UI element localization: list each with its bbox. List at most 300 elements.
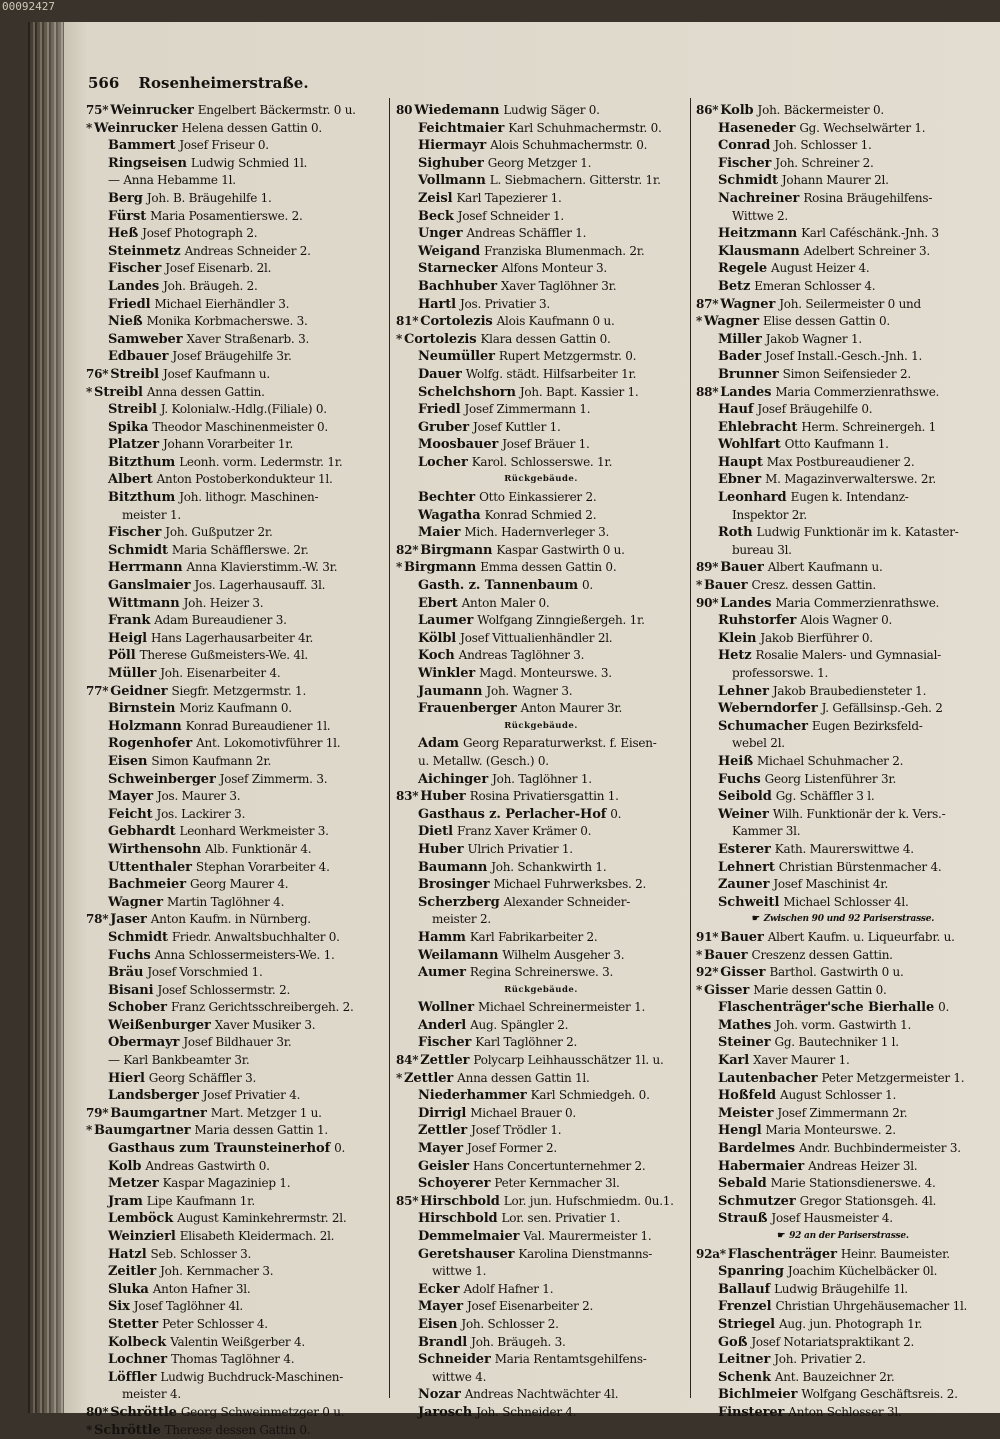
- street-title: Rosenheimerstraße.: [138, 74, 309, 92]
- directory-entry: [696, 612, 990, 630]
- resident-details: Joh. Gußputzer 2r.: [165, 525, 273, 540]
- resident-name: Jram: [108, 1193, 143, 1209]
- resident-details: Anna Klavierstimm.-W. 3r.: [186, 560, 338, 575]
- resident-name: Vollmann: [418, 173, 486, 189]
- directory-entry: [396, 120, 686, 138]
- directory-entry: [396, 788, 686, 806]
- resident-details: Maria dessen Gattin 1.: [194, 1123, 328, 1138]
- resident-details: Andreas Heizer 3l.: [808, 1158, 918, 1173]
- resident-details: August Kaminkehrermstr. 2l.: [177, 1211, 347, 1226]
- house-number: 87*: [696, 296, 719, 311]
- directory-entry: [696, 788, 990, 806]
- resident-name: Schenk: [718, 1369, 771, 1385]
- resident-name: Geisler: [418, 1158, 469, 1174]
- resident-name: Streibl: [94, 384, 143, 400]
- resident-name: Kolb: [108, 1158, 142, 1174]
- resident-name: Bitzthum: [108, 454, 176, 470]
- resident-details: Joh. Schreiner 2.: [775, 155, 874, 170]
- resident-name: Koch: [418, 648, 455, 664]
- directory-entry: [396, 683, 686, 701]
- resident-details: Jakob Braubediensteter 1.: [772, 683, 927, 698]
- resident-details: Josef Zimmermann 2r.: [777, 1105, 908, 1120]
- resident-name: Fuchs: [718, 771, 761, 787]
- house-number: 85*: [396, 1193, 419, 1208]
- resident-details: Joh. Bapt. Kassier 1.: [519, 384, 639, 399]
- resident-name: Weinrucker: [94, 120, 178, 136]
- directory-entry: [86, 859, 386, 877]
- resident-details: Josef Schlossermstr. 2.: [157, 982, 291, 997]
- resident-name: Birgmann: [420, 542, 493, 558]
- resident-name: Eisen: [108, 753, 148, 769]
- directory-entry: [86, 683, 386, 701]
- resident-details: Franziska Blumenmach. 2r.: [484, 243, 645, 258]
- resident-name: Lehner: [718, 683, 769, 699]
- resident-name: Steiner: [718, 1035, 771, 1051]
- resident-details: Xaver Straßenarb. 3.: [186, 331, 310, 346]
- resident-details: Michael Schlosser 4l.: [783, 894, 909, 909]
- resident-details: Eugen Bezirksfeld-: [811, 718, 923, 733]
- directory-entry: [396, 1122, 686, 1140]
- resident-details: Andr. Buchbindermeister 3.: [799, 1141, 961, 1156]
- resident-details: Christian Uhrgehäusemacher 1l.: [775, 1299, 968, 1314]
- continuation-line: meister 4.: [122, 1387, 181, 1402]
- resident-name: Fischer: [718, 155, 772, 171]
- resident-name: Cortolezis: [404, 331, 477, 347]
- resident-name: Gasth. z. Tannenbaum: [418, 578, 578, 594]
- resident-details: Joh. Taglöhner 1.: [492, 771, 592, 786]
- resident-name: Nozar: [418, 1387, 461, 1403]
- directory-entry: [86, 1193, 386, 1211]
- directory-entry: [86, 735, 386, 753]
- resident-name: Winkler: [418, 666, 476, 681]
- continuation-line: meister 1.: [122, 507, 181, 522]
- directory-entry: [696, 1386, 990, 1404]
- resident-details: Rosina Bräugehilfens-: [803, 190, 933, 205]
- resident-details: Josef Eisenarb. 2l.: [165, 261, 272, 276]
- directory-entry: [696, 172, 990, 190]
- resident-name: Hengl: [718, 1123, 762, 1139]
- resident-details: Rosalie Malers- und Gymnasial-: [755, 648, 941, 663]
- resident-details: Leonh. vorm. Ledermstr. 1r.: [179, 454, 343, 469]
- directory-entry: [696, 348, 990, 366]
- resident-details: Franz Xaver Krämer 0.: [456, 824, 592, 839]
- resident-details: Andreas Taglöhner 3.: [458, 648, 585, 663]
- resident-details: Maria Posamentierswe. 2.: [150, 208, 303, 223]
- directory-entry: [696, 859, 990, 877]
- resident-name: Gruber: [418, 419, 470, 435]
- resident-name: Roth: [718, 525, 753, 541]
- resident-name: Wollner: [418, 1000, 474, 1016]
- resident-name: Platzer: [108, 437, 159, 453]
- resident-name: Six: [108, 1299, 130, 1315]
- resident-details: Xaver Maurer 1.: [753, 1053, 850, 1068]
- resident-details: Friedr. Anwaltsbuchhalter 0.: [171, 929, 340, 944]
- resident-name: Brosinger: [418, 877, 490, 893]
- resident-details: Aug. Spängler 2.: [470, 1017, 569, 1032]
- resident-details: Maria Rentamtsgehilfens-: [494, 1352, 647, 1367]
- resident-details: Maria Commerzienrathswe.: [775, 595, 940, 610]
- continuation-line: u. Metallw. (Gesch.) 0.: [418, 753, 549, 768]
- resident-details: Regina Schreinerswe. 3.: [469, 965, 614, 980]
- resident-details: Albert Kaufm. u. Liqueurfabr. u.: [767, 929, 955, 944]
- resident-name: Gasthaus zum Traunsteinerhof: [108, 1141, 331, 1157]
- resident-details: Jakob Wagner 1.: [765, 331, 862, 346]
- resident-details: Alexander Schneider-: [503, 894, 631, 909]
- house-number: 90*: [696, 595, 719, 610]
- directory-entry: [696, 489, 990, 507]
- resident-details: Georg Reparaturwerkst. f. Eisen-: [462, 736, 657, 751]
- directory-entry: [86, 313, 386, 331]
- resident-details: Hans Lagerhausarbeiter 4r.: [151, 630, 314, 645]
- directory-entry: [86, 1105, 386, 1123]
- resident-name: Adam: [418, 736, 459, 752]
- directory-entry: [696, 120, 990, 138]
- directory-entry: [396, 630, 686, 648]
- resident-details: Xaver Musiker 3.: [214, 1017, 316, 1032]
- resident-details: Peter Metzgermeister 1.: [821, 1070, 965, 1085]
- directory-entry: [696, 331, 990, 349]
- resident-name: Huber: [418, 841, 464, 857]
- street-note: [696, 1228, 990, 1246]
- resident-details: Gg. Schäffler 3 l.: [775, 789, 875, 804]
- directory-entry: [396, 1281, 686, 1299]
- resident-details: August Schlosser 1.: [780, 1088, 897, 1103]
- resident-name: Edbauer: [108, 349, 169, 365]
- resident-name: Gasthaus z. Perlacher-Hof: [418, 806, 607, 822]
- directory-entry: [396, 1334, 686, 1352]
- directory-entry: [86, 366, 386, 384]
- directory-entry: [86, 1422, 386, 1439]
- resident-name: Hartl: [418, 296, 456, 312]
- resident-name: Bisani: [108, 982, 154, 998]
- resident-name: Miller: [718, 331, 762, 347]
- directory-entry: [696, 718, 990, 736]
- directory-entry: [396, 665, 686, 683]
- resident-details: Gg. Bautechniker 1 l.: [774, 1035, 899, 1050]
- resident-name: Haseneder: [718, 120, 796, 136]
- resident-details: Jos. Maurer 3.: [157, 789, 241, 804]
- resident-name: Lemböck: [108, 1211, 174, 1227]
- resident-details: Gg. Wechselwärter 1.: [799, 120, 926, 135]
- resident-name: Flaschenträger: [727, 1246, 837, 1262]
- resident-name: Mayer: [418, 1299, 463, 1315]
- directory-entry: [396, 947, 686, 965]
- resident-name: Unger: [418, 226, 463, 242]
- resident-name: Niederhammer: [418, 1088, 527, 1104]
- continuation-line: — Karl Bankbeamter 3r.: [108, 1053, 250, 1068]
- resident-details: Joh. Wagner 3.: [486, 683, 573, 698]
- resident-name: Goß: [718, 1334, 748, 1350]
- directory-entry: [696, 1175, 990, 1193]
- resident-details: Joh. Bäckermeister 0.: [757, 103, 884, 117]
- resident-name: Dietl: [418, 824, 453, 840]
- resident-details: Josef Friseur 0.: [179, 138, 269, 153]
- resident-details: Herm. Schreinergeh. 1: [801, 419, 937, 434]
- directory-entry: [86, 436, 386, 454]
- directory-entry: [86, 1158, 386, 1176]
- resident-details: Mart. Metzger 1 u.: [210, 1105, 322, 1120]
- resident-details: Peter Kernmacher 3l.: [494, 1176, 620, 1191]
- resident-name: Lautenbacher: [718, 1070, 818, 1086]
- resident-details: 0.: [334, 1141, 346, 1156]
- directory-entry: [696, 419, 990, 437]
- directory-entry: [396, 806, 686, 824]
- directory-entry: [86, 260, 386, 278]
- resident-name: Bechter: [418, 490, 476, 506]
- directory-entry: [696, 1298, 990, 1316]
- resident-details: Lipe Kaufmann 1r.: [146, 1193, 255, 1208]
- resident-details: Jos. Lagerhausauff. 3l.: [194, 578, 326, 593]
- directory-entry: [696, 841, 990, 859]
- resident-details: J. Kolonialw.-Hdlg.(Filiale) 0.: [160, 402, 327, 417]
- resident-name: Hirschbold: [420, 1193, 500, 1209]
- directory-entry: [396, 929, 686, 947]
- resident-name: Landes: [720, 384, 772, 400]
- resident-details: Josef Vorschmied 1.: [147, 965, 263, 980]
- resident-name: Albert: [108, 472, 153, 488]
- directory-entry: [86, 1034, 386, 1052]
- resident-details: Michael Brauer 0.: [470, 1105, 576, 1120]
- resident-details: Maria Monteurswe. 2.: [765, 1123, 896, 1138]
- directory-entry: [86, 296, 386, 314]
- directory-entry: [696, 806, 990, 824]
- resident-details: Karl Schuhmachermstr. 0.: [508, 120, 662, 135]
- resident-details: Andreas Nachtwächter 4l.: [464, 1387, 619, 1402]
- resident-details: Otto Kaufmann 1.: [784, 437, 889, 452]
- directory-entry: [696, 683, 990, 701]
- scan-id-stamp: 00092427: [2, 0, 55, 13]
- resident-name: Zeisl: [418, 190, 453, 206]
- resident-name: Wittmann: [108, 595, 180, 611]
- resident-name: Schröttle: [110, 1404, 177, 1420]
- resident-name: Birnstein: [108, 701, 176, 717]
- resident-details: Josef Bildhauer 3r.: [183, 1035, 292, 1050]
- resident-name: Uttenthaler: [108, 859, 192, 875]
- resident-details: Alois Kaufmann 0 u.: [496, 314, 615, 329]
- directory-entry: [396, 1298, 686, 1316]
- column-3: [696, 102, 990, 1422]
- resident-details: Josef Former 2.: [467, 1141, 557, 1156]
- directory-entry: [86, 876, 386, 894]
- directory-entry: [86, 1175, 386, 1193]
- house-number: *: [396, 1070, 403, 1085]
- directory-entry: [696, 401, 990, 419]
- directory-entry: [86, 841, 386, 859]
- resident-name: Zauner: [718, 877, 770, 893]
- resident-name: Heiß: [718, 753, 753, 769]
- directory-entry: [86, 243, 386, 261]
- directory-entry: [86, 1334, 386, 1352]
- resident-details: Johann Vorarbeiter 1r.: [162, 437, 294, 452]
- directory-entry: [696, 1052, 990, 1070]
- resident-details: Karl Schmiedgeh. 0.: [530, 1088, 650, 1103]
- resident-name: Sluka: [108, 1281, 149, 1297]
- resident-details: Creszenz dessen Gattin.: [751, 947, 893, 962]
- column-1: [86, 102, 386, 1439]
- directory-entry: [86, 612, 386, 630]
- resident-details: Karol. Schlosserswe. 1r.: [471, 454, 613, 469]
- resident-name: Schoyerer: [418, 1176, 491, 1192]
- resident-name: Haupt: [718, 454, 763, 470]
- resident-name: Schweitl: [718, 894, 780, 910]
- resident-name: Weiner: [718, 806, 769, 822]
- resident-details: Jos. Privatier 3.: [460, 296, 550, 311]
- resident-details: Maria Commerzienrathswe.: [775, 384, 940, 399]
- resident-details: Josef Trödler 1.: [471, 1123, 562, 1138]
- resident-details: Adolf Hafner 1.: [463, 1281, 554, 1296]
- directory-entry: [696, 929, 990, 947]
- resident-name: Bammert: [108, 138, 176, 154]
- directory-entry: [396, 348, 686, 366]
- resident-name: Zettler: [404, 1070, 454, 1086]
- continuation-line: professorswe. 1.: [732, 666, 829, 680]
- resident-name: Demmelmaier: [418, 1229, 520, 1244]
- resident-name: Gebhardt: [108, 824, 176, 840]
- directory-entry: [696, 1369, 990, 1387]
- resident-details: Kaspar Gastwirth 0 u.: [496, 542, 625, 557]
- resident-details: Ludwig Bräugehilfe 1l.: [774, 1281, 908, 1296]
- directory-entry: [696, 1263, 990, 1281]
- resident-name: Leitner: [718, 1352, 771, 1368]
- resident-name: Schelchshorn: [418, 384, 516, 400]
- resident-details: Josef Zimmermann 1.: [464, 402, 591, 417]
- directory-entry: [396, 876, 686, 894]
- directory-entry: [696, 1122, 990, 1140]
- resident-details: Emma dessen Gattin 0.: [480, 560, 617, 575]
- resident-name: Bader: [718, 349, 762, 365]
- directory-entry: [696, 1034, 990, 1052]
- resident-name: Geidner: [110, 683, 168, 699]
- resident-name: Dirrigl: [418, 1105, 467, 1121]
- resident-details: Michael Fuhrwerksbes. 2.: [493, 877, 647, 892]
- resident-name: Pöll: [108, 648, 136, 664]
- resident-name: Eisen: [418, 1316, 458, 1332]
- resident-name: Bachhuber: [418, 278, 497, 294]
- resident-details: Rosina Privatiersgattin 1.: [469, 789, 619, 804]
- resident-name: Baumgartner: [110, 1105, 207, 1121]
- resident-name: Cortolezis: [420, 314, 493, 330]
- resident-details: Mich. Hadernverleger 3.: [464, 525, 610, 540]
- resident-details: Moriz Kaufmann 0.: [179, 701, 292, 716]
- resident-details: Marie dessen Gattin 0.: [753, 982, 887, 997]
- resident-name: Gisser: [720, 965, 766, 981]
- resident-details: Xaver Taglöhner 3r.: [501, 278, 617, 293]
- directory-entry: [696, 225, 990, 243]
- directory-entry: [86, 102, 386, 120]
- resident-details: Franz Gerichtsschreibergeh. 2.: [170, 1000, 354, 1015]
- resident-name: Streibl: [110, 366, 160, 382]
- house-number: 86*: [696, 103, 719, 117]
- resident-details: Maria Schäfflerswe. 2r.: [171, 542, 309, 557]
- house-number: 82*: [396, 542, 419, 557]
- directory-entry: [86, 911, 386, 929]
- directory-entry: [396, 612, 686, 630]
- directory-entry: [86, 1351, 386, 1369]
- continuation-line: meister 2.: [432, 912, 491, 927]
- resident-name: Jaser: [110, 912, 147, 928]
- directory-entry: [696, 1281, 990, 1299]
- resident-details: Ludwig Buchdruck-Maschinen-: [160, 1369, 344, 1384]
- resident-details: J. Gefällsinsp.-Geh. 2: [821, 701, 943, 716]
- resident-details: Anton Maurer 3r.: [520, 701, 623, 716]
- resident-name: Bitzthum: [108, 490, 176, 506]
- resident-details: Wilh. Funktionär der k. Vers.-: [772, 806, 946, 821]
- directory-entry: [696, 753, 990, 771]
- house-number: 84*: [396, 1053, 419, 1068]
- directory-entry: [86, 595, 386, 613]
- directory-entry: [696, 947, 990, 965]
- resident-details: Karl Fabrikarbeiter 2.: [469, 929, 598, 944]
- resident-details: Elise dessen Gattin 0.: [763, 314, 890, 329]
- resident-name: Zettler: [420, 1053, 470, 1069]
- resident-details: Alb. Funktionär 4.: [205, 841, 312, 856]
- resident-name: Mathes: [718, 1017, 772, 1033]
- directory-entry: [696, 630, 990, 648]
- resident-name: Stetter: [108, 1316, 159, 1332]
- resident-name: Metzer: [108, 1176, 159, 1192]
- directory-entry: [696, 647, 990, 665]
- resident-name: Schmidt: [108, 929, 168, 945]
- directory-entry: [86, 1228, 386, 1246]
- resident-name: Frauenberger: [418, 701, 517, 717]
- directory-entry: [86, 630, 386, 648]
- resident-details: Barthol. Gastwirth 0 u.: [769, 965, 904, 980]
- resident-details: Otto Einkassierer 2.: [479, 490, 597, 505]
- resident-details: Josef Bräugehilfe 0.: [757, 402, 873, 417]
- directory-entry: [86, 559, 386, 577]
- resident-name: Meister: [718, 1105, 774, 1121]
- directory-entry: [86, 647, 386, 665]
- resident-details: Josef Vittualienhändler 2l.: [460, 630, 613, 645]
- directory-entry: [696, 278, 990, 296]
- directory-entry: [396, 559, 686, 577]
- resident-details: Peter Schlosser 4.: [162, 1316, 268, 1331]
- resident-details: Karl Taglöhner 2.: [475, 1035, 578, 1050]
- directory-entry: [396, 647, 686, 665]
- resident-details: Anton Kaufm. in Nürnberg.: [150, 912, 311, 927]
- resident-details: Joh. Bräugeh. 3.: [471, 1334, 566, 1349]
- resident-details: Wolfgang Zinngießergeh. 1r.: [477, 613, 645, 628]
- page-number: 566: [88, 74, 120, 92]
- resident-name: Frank: [108, 613, 151, 629]
- resident-name: Beck: [418, 208, 454, 224]
- resident-name: Streibl: [108, 402, 157, 418]
- resident-name: Leonhard: [718, 490, 787, 506]
- directory-entry: [696, 1210, 990, 1228]
- directory-entry: [396, 1158, 686, 1176]
- directory-entry: [396, 1052, 686, 1070]
- directory-entry: [396, 894, 686, 912]
- continuation-line: Kammer 3l.: [732, 824, 801, 839]
- resident-details: Marie Stationsdienerswe. 4.: [770, 1176, 936, 1191]
- directory-entry: [396, 859, 686, 877]
- resident-details: Simon Seifensieder 2.: [782, 366, 911, 381]
- directory-entry: [396, 1316, 686, 1334]
- resident-name: Anderl: [418, 1017, 467, 1033]
- resident-name: Maier: [418, 525, 461, 541]
- directory-entry: [396, 260, 686, 278]
- resident-name: Samweber: [108, 331, 183, 347]
- resident-details: Joh. Schankwirth 1.: [491, 859, 607, 874]
- section-heading: Rückgebäude.: [504, 720, 578, 731]
- resident-name: Baumann: [418, 859, 488, 875]
- directory-entry: [86, 964, 386, 982]
- directory-entry: [86, 577, 386, 595]
- resident-name: Fürst: [108, 208, 147, 224]
- directory-entry: [86, 1281, 386, 1299]
- column-divider: [690, 98, 691, 1398]
- directory-entry: [86, 929, 386, 947]
